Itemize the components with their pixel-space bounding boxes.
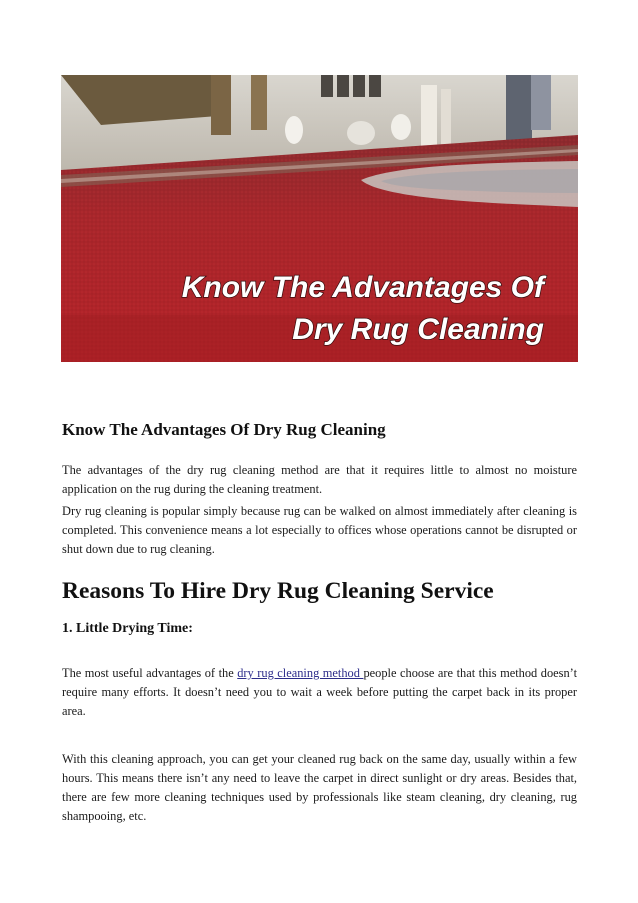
section-heading: Reasons To Hire Dry Rug Cleaning Service: [62, 578, 494, 604]
subheading-drying-time: 1. Little Drying Time:: [62, 621, 193, 636]
intro-paragraph: The advantages of the dry rug cleaning method are that it requires little to almost no moisture application on the rug during the cleaning treatment.: [62, 463, 577, 496]
article-title: Know The Advantages Of Dry Rug Cleaning: [62, 420, 386, 439]
paragraph-text-after-link: people choose are that this method doesn’t require many efforts. It doesn’t need you to wait a week before putting the carpet back in its proper area.: [62, 666, 578, 718]
drying-time-paragraph: [62, 664, 577, 721]
dry-rug-cleaning-method-link[interactable]: dry rug cleaning method: [237, 666, 364, 680]
hero-illustration: [61, 75, 578, 362]
hero-image: [61, 75, 578, 362]
same-day-paragraph: With this cleaning approach, you can get your cleaned rug back on the same day, usually within a few hours. This means there isn’t any need to leave the carpet in direct sunlight or dry areas. Besides that, there are few more cleaning techniques used by professionals like steam cleaning, dry cleaning, rug shampooing, etc.: [62, 752, 577, 823]
paragraph-text-before-link: The most useful advantages of the: [62, 666, 238, 680]
popularity-paragraph: Dry rug cleaning is popular simply because rug can be walked on almost immediately after cleaning is completed. This convenience means a lot especially to offices whose operations cannot be disrupted or shut down due to rug cleaning.: [62, 504, 577, 556]
hero-overlay-line1: Know The Advantages Of: [181, 271, 544, 304]
hero-overlay-line2: Dry Rug Cleaning: [292, 313, 544, 346]
